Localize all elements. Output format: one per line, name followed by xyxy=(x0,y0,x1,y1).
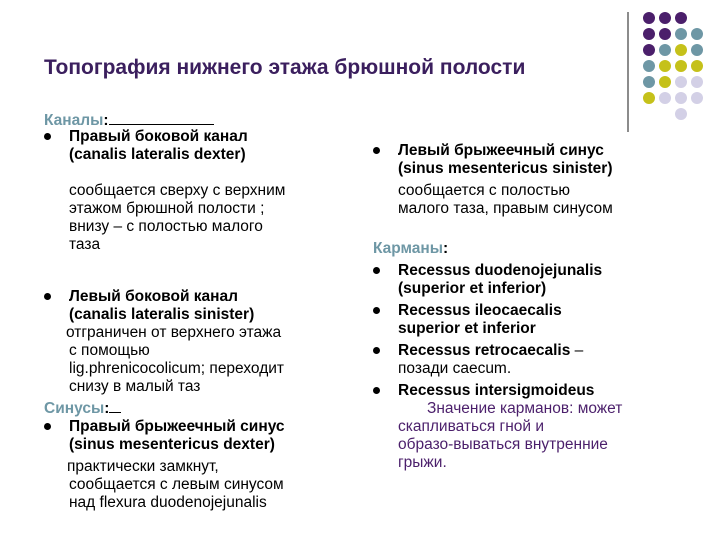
canal-right-item xyxy=(44,128,364,164)
decor-dot xyxy=(675,28,687,40)
desc-line: таза xyxy=(69,236,101,253)
sinus-right-item xyxy=(44,418,364,454)
vertical-divider xyxy=(627,12,629,132)
desc-line: практически замкнут, xyxy=(67,458,219,475)
desc-line: снизу в малый таз xyxy=(69,378,201,395)
canal-left-item xyxy=(44,288,364,324)
pocket-retrocaecal-item xyxy=(373,342,693,378)
sinus-left-name: Левый брыжеечный синус xyxy=(398,142,604,159)
significance-line: Значение карманов: может xyxy=(427,400,623,417)
pockets-heading-colon: : xyxy=(443,240,449,257)
pocket-line: superior et inferior xyxy=(398,320,536,337)
decor-dot xyxy=(643,12,655,24)
decor-dot xyxy=(675,12,687,24)
desc-line: этажом брюшной полости ; xyxy=(69,200,265,217)
decor-dot xyxy=(675,44,687,56)
left-column xyxy=(44,110,364,512)
spacer xyxy=(373,218,693,240)
decor-dot xyxy=(675,92,687,104)
canals-heading xyxy=(44,110,364,128)
significance-line: образо-выватьcя внутренние xyxy=(398,436,608,453)
decor-dot xyxy=(675,60,687,72)
pocket-line: (superior et inferior) xyxy=(398,280,547,297)
decor-dot xyxy=(643,44,655,56)
sinus-right-name: Правый брыжеечный синус xyxy=(69,418,285,435)
pocket-line xyxy=(398,342,693,360)
desc-line: малого таза, правым синусом xyxy=(398,200,613,217)
desc-line: сообщается сверху с верхним xyxy=(69,182,286,199)
decor-dot xyxy=(643,92,655,104)
pockets-significance xyxy=(373,400,693,472)
sinus-left-latin: (sinus mesentericus sinister) xyxy=(398,160,613,177)
pockets-heading xyxy=(373,240,693,258)
decor-dot xyxy=(659,60,671,72)
desc-line: внизу – с полостью малого xyxy=(69,218,263,235)
decor-dot xyxy=(691,76,703,88)
decor-dot xyxy=(659,44,671,56)
canal-right-name: Правый боковой канал xyxy=(69,128,248,145)
decor-dot xyxy=(659,12,671,24)
canal-right-description xyxy=(44,182,364,254)
canal-left-description xyxy=(44,324,364,396)
significance-line: грыжи. xyxy=(398,454,447,471)
decor-dot xyxy=(691,92,703,104)
decor-dot xyxy=(691,28,703,40)
pocket-line: Recessus duodenojejunalis xyxy=(398,262,603,279)
spacer xyxy=(44,254,364,288)
decor-dot xyxy=(643,60,655,72)
decor-dot xyxy=(691,60,703,72)
pocket-line: Recessus intersigmoideus xyxy=(398,382,595,399)
heading-underline xyxy=(109,398,121,413)
spacer xyxy=(44,164,364,182)
pocket-line: Recessus ileocaecalis xyxy=(398,302,562,319)
decor-dot xyxy=(659,92,671,104)
desc-line: lig.phrenicocolicum; переходит xyxy=(69,360,284,377)
heading-underline xyxy=(109,110,214,125)
decor-dot xyxy=(691,44,703,56)
desc-line: над flexura duodenojejunalis xyxy=(69,494,267,511)
canal-left-name: Левый боковой канал xyxy=(69,288,238,305)
desc-line: с помощью xyxy=(69,342,150,359)
canal-left-latin: (canalis lateralis sinister) xyxy=(69,306,255,323)
sinuses-heading-label: Синусы xyxy=(44,400,105,417)
pocket-duodenojejunal-item xyxy=(373,262,693,298)
pocket-desc: позади caecum. xyxy=(398,360,512,377)
decor-dot xyxy=(675,108,687,120)
decorative-dot-grid xyxy=(640,12,720,122)
sinus-left-item xyxy=(373,142,693,178)
right-column xyxy=(373,142,693,472)
decor-dot xyxy=(643,76,655,88)
decor-dot xyxy=(643,28,655,40)
canal-right-latin: (canalis lateralis dexter) xyxy=(69,146,246,163)
sinus-left-description xyxy=(373,182,693,218)
pocket-ileocaecal-item xyxy=(373,302,693,338)
pocket-intersigmoid-item xyxy=(373,382,693,400)
desc-line: сообщается с полостью xyxy=(398,182,571,199)
pocket-name: Recessus retrocaecalis xyxy=(398,342,571,359)
pocket-dash: – xyxy=(570,342,584,359)
desc-line: сообщается с левым синусом xyxy=(69,476,284,493)
sinus-right-latin: (sinus mesentericus dexter) xyxy=(69,436,275,453)
canals-heading-colon: : xyxy=(103,112,109,129)
decor-dot xyxy=(659,76,671,88)
desc-line: отграничен от верхнего этажа xyxy=(66,324,282,341)
pockets-heading-label: Карманы xyxy=(373,240,444,257)
slide-title: Топография нижнего этажа брюшной полости xyxy=(44,56,526,79)
sinuses-heading-colon: : xyxy=(104,400,110,417)
significance-line: скапливаться гной и xyxy=(398,418,545,435)
decor-dot xyxy=(675,76,687,88)
decor-dot xyxy=(659,28,671,40)
sinuses-heading xyxy=(44,398,364,416)
sinus-right-description xyxy=(44,458,364,512)
canals-heading-label: Каналы xyxy=(44,112,104,129)
